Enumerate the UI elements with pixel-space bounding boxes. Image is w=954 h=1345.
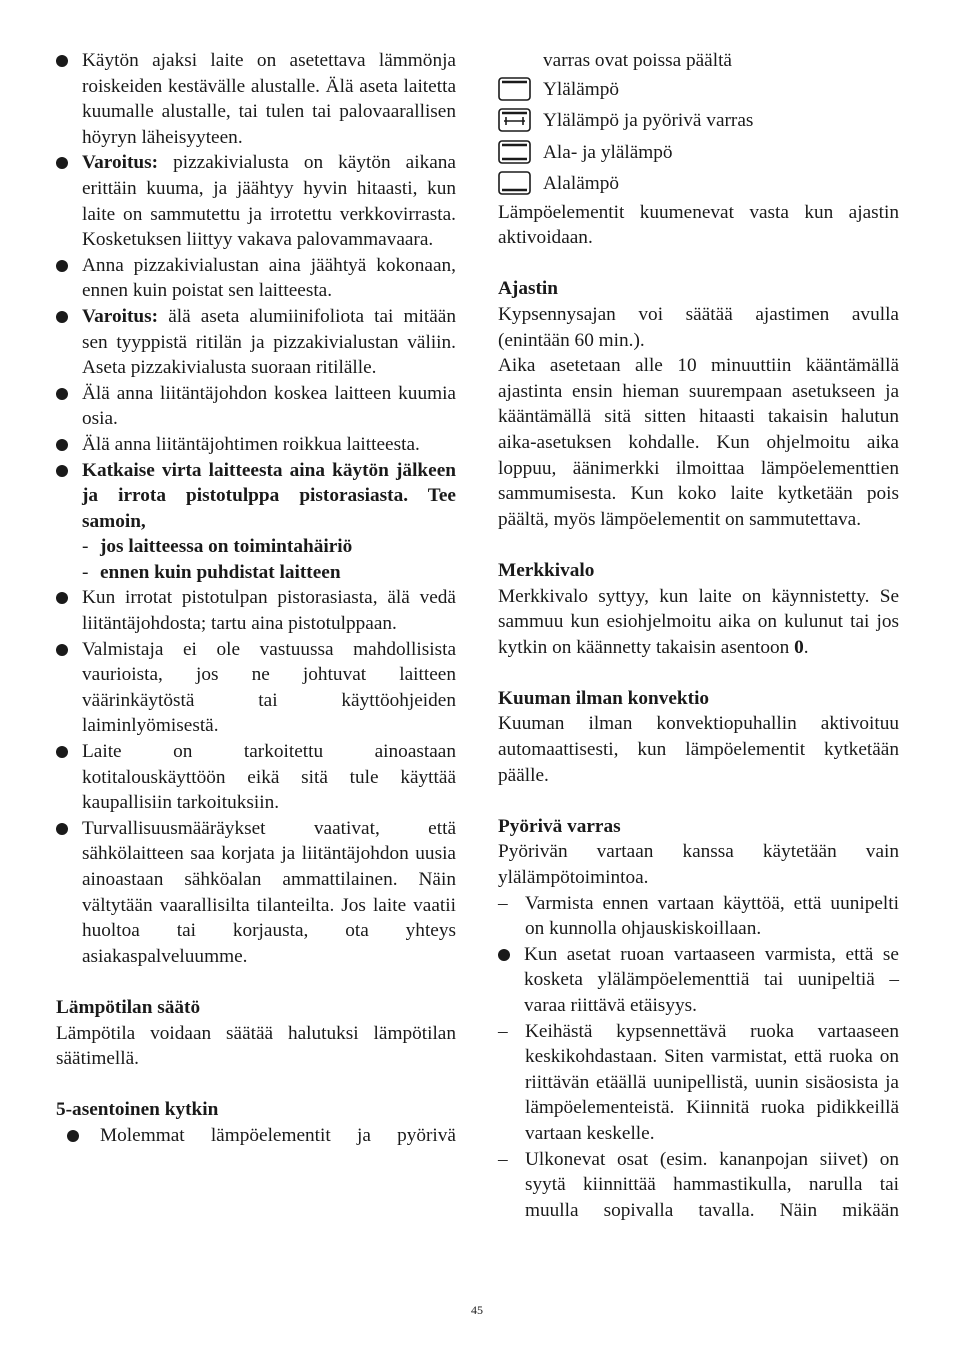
mode-bottom-heat [498,168,899,200]
heading-switch: 5-asentoinen kytkin [56,1099,219,1121]
safety-bullet-8: Kun irrotat pistotulpan pistorasiasta, älä vedä liitäntäjohdosta; tartu aina pistotulppaan. [56,585,456,636]
safety-bullet-2-text: pizzakivialusta on käytön aikana erittäin kuuma, ja jäähtyy hyvin hitaasti, kun laite on sammutettu ja irrotettu verkkovirrasta. Kosketuksen liittyy vakava palovammavaara. [82,152,456,251]
mode-label: Ala- ja ylälämpö [543,141,673,163]
safety-subitem-2: - ennen kuin puhdistat laitteen [82,561,341,583]
position-zero: 0 [794,636,804,658]
heading-indicator: Merkkivalo [498,559,595,581]
mode-label: Ylälämpö ja pyörivä varras [543,110,754,132]
safety-bullet-1: Käytön ajaksi laite on asetettava lämmönja roiskeiden kestävälle alustalle. Älä aseta laitetta kuumalle alustalle, tai tulen tai palovaarallisen höyryn läheisyyteen. [56,48,456,150]
paragraph-indicator-end: . [803,636,809,658]
heading-temperature: Lämpötilan säätö [56,996,201,1018]
rotisserie-dash-3: – Ulkonevat osat (esim. kananpojan siivet) on syytä kiinnittää hammastikulla, narulla tai muulla sopivalla tavalla. Näin mikään [498,1147,899,1224]
safety-bullet-7 [56,458,456,535]
paragraph-rotisserie: Pyörivän vartaan kanssa käytetään vain ylälämpötoimintoa. [498,841,899,889]
bottom-heat-icon [498,171,531,195]
top-heat-rotisserie-icon [498,108,531,132]
heading-convection: Kuuman ilman konvektio [498,687,710,709]
rotisserie-dash-2: – Keihästä kypsennettävä ruoka vartaaseen keskikohdastaan. Siten varmistat, että ruoka on riittävän etäällä uunipellistä, uunin sisäosista ja lämpöelementeistä. Kiinnitä ruoka pidikkeillä vartaan keskelle. [498,1019,899,1147]
safety-bullet-6: Älä anna liitäntäjohtimen roikkua laitteesta. [56,432,456,458]
mode-top-heat [498,74,899,106]
safety-bullet-10: Laite on tarkoitettu ainoastaan kotitalouskäyttöön eikä sitä tule käyttää kaupallisiin tarkoituksiin. [56,739,456,816]
safety-bullet-7-text: Katkaise virta laitteesta aina käytön jälkeen ja irrota pistotulppa pistorasiasta. Tee samoin, [82,459,456,532]
paragraph-heating-elements: Lämpöelementit kuumenevat vasta kun ajastin aktivoidaan. [498,201,899,249]
safety-subitem-1: - jos laitteessa on toimintahäiriö [82,536,353,558]
paragraph-timer-1: Kypsennysajan voi säätää ajastimen avulla (enintään 60 min.). [498,303,899,351]
switch-bullet-1: Molemmat lämpöelementit ja pyörivä [56,1123,456,1149]
switch-bullet-continued: varras ovat poissa päältä [543,50,732,71]
right-column [498,48,899,1223]
top-heat-icon [498,77,531,101]
paragraph-indicator-text: Merkkivalo syttyy, kun laite on käynnistetty. Se sammuu kun esiohjelmoitu aika on kulunut tai jos kytkin on käännetty takaisin asentoon [498,585,899,658]
safety-bullet-4-text: älä aseta alumiinifoliota tai mitään sen tyyppistä ritilän ja pizzakivialustan väliin. Aseta pizzakivialusta suoraan ritilälle. [82,305,456,379]
paragraph-convection: Kuuman ilman konvektiopuhallin aktivoituu automaattisesti, kun lämpöelementit kytketään päälle. [498,713,899,786]
paragraph-indicator [498,584,899,661]
paragraph-temperature: Lämpötila voidaan säätää halutuksi lämpötilan säätimellä. [56,1022,456,1070]
left-column [56,48,456,1149]
rotisserie-bullet-1: Kun asetat ruoan vartaaseen varmista, että se kosketa ylälämpöelementtiä tai uunipeltiä – varaa riittävä etäisyys. [498,942,899,1019]
top-bottom-heat-icon [498,140,531,164]
safety-bullet-5: Älä anna liitäntäjohdon koskea laitteen kuumia osia. [56,381,456,432]
safety-bullet-9: Valmistaja ei ole vastuussa mahdollisista vaurioista, jos ne johtuvat laitteen väärinkäytöstä tai käyttöohjeiden laiminlyömisestä. [56,637,456,739]
page-number: 45 [471,1303,483,1317]
safety-bullet-3: Anna pizzakivialustan aina jäähtyä kokonaan, ennen kuin poistat sen laitteesta. [56,253,456,304]
mode-label: Alalämpö [543,173,620,195]
heading-rotisserie: Pyörivä varras [498,815,621,837]
safety-bullet-2 [56,150,456,252]
safety-subitem-2-text: ennen kuin puhdistat laitteen [100,561,341,583]
mode-label: Ylälämpö [543,78,620,100]
paragraph-timer-2: Aika asetetaan alle 10 minuuttiin kääntämällä ajastinta ensin hieman suurempaan asetukseen ja kääntämällä sitä sitten hitaasti takaisin halutun aika-asetuksen kohdalle. Kun ohjelmoitu aika loppuu, äänimerkki ilmoittaa lämpöelementtien sammumisesta. Kun koko laite kytketään pois päältä, myös lämpöelementit on sammutettava. [498,355,899,530]
safety-subitem-1-text: jos laitteessa on toimintahäiriö [100,536,353,558]
warning-label: Varoitus: [82,305,159,327]
safety-bullet-11: Turvallisuusmääräykset vaativat, että sähkölaitteen saa korjata ja liitäntäjohdon uusia ainoastaan sähköalan ammattilainen. Näin vältytään vaarallisilta tilanteilta. Jos laite vaatii huoltoa tai korjausta, ota yhteys asiakaspalveluumme. [56,816,456,970]
mode-top-bottom-heat [498,137,899,169]
heading-timer: Ajastin [498,278,558,300]
warning-label: Varoitus: [82,152,159,174]
safety-bullet-4 [56,304,456,381]
mode-top-heat-rotisserie [498,105,899,137]
rotisserie-dash-1: – Varmista ennen vartaan käyttöä, että uunipelti on kunnolla ohjauskiskoillaan. [498,891,899,942]
